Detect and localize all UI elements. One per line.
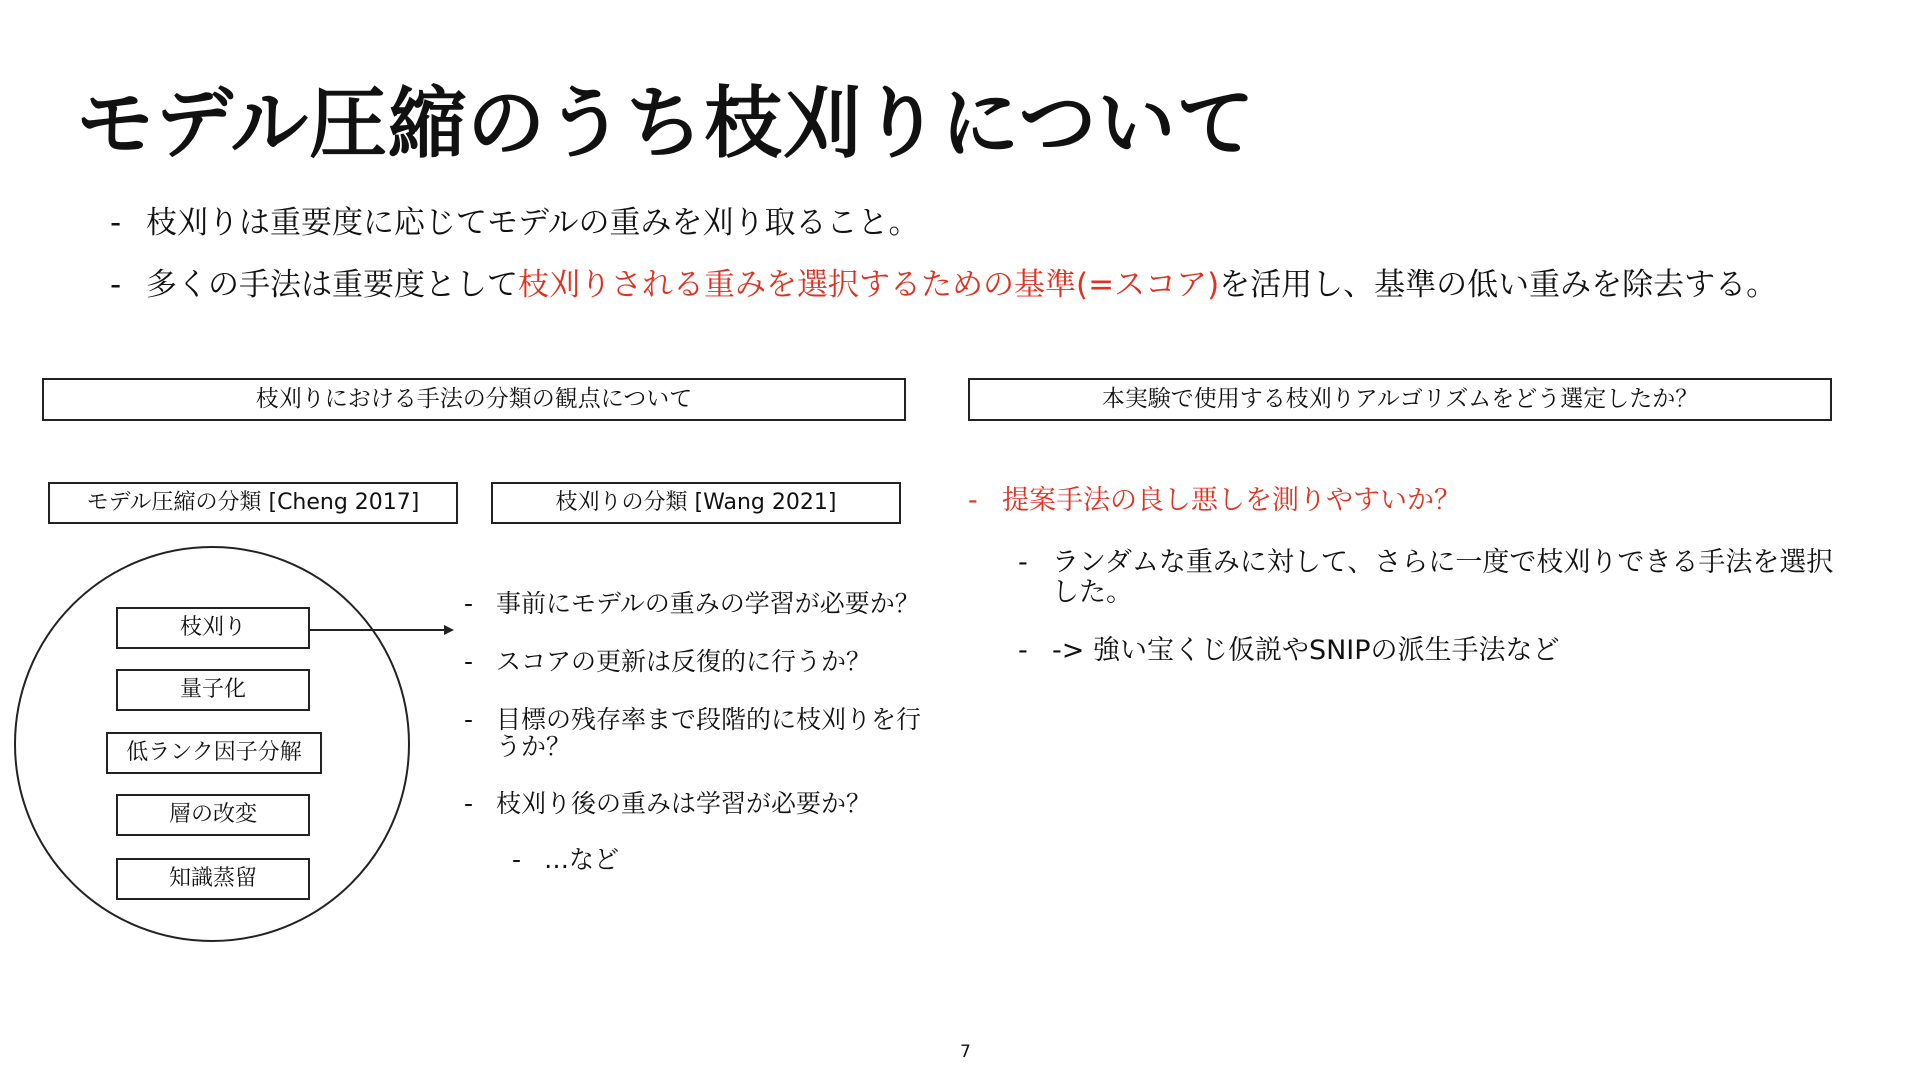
bullet-dash: -	[512, 845, 522, 874]
pruning-classification-title: 枝刈りの分類 [Wang 2021]	[491, 482, 901, 524]
bullet-2-pre: 多くの手法は重要度として	[146, 267, 518, 303]
page-number: 7	[960, 1042, 971, 1062]
left-section-header: 枝刈りにおける手法の分類の観点について	[42, 378, 906, 421]
bullet-dash: -	[1018, 635, 1028, 666]
method-layer-modification: 層の改変	[116, 794, 310, 836]
pruning-question-text: 事前にモデルの重みの学習が必要か？	[496, 589, 920, 618]
bullet-dash: -	[464, 589, 474, 618]
right-section-header: 本実験で使用する枝刈りアルゴリズムをどう選定したか？	[968, 378, 1832, 421]
bullet-dash: -	[464, 789, 474, 818]
method-quantization: 量子化	[116, 669, 310, 711]
pruning-question-text: 目標の残存率まで段階的に枝刈りを行うか？	[496, 705, 922, 761]
right-main-question-text: 提案手法の良し悪しを測りやすいか？	[1002, 485, 1461, 516]
method-low-rank-factorization: 低ランク因子分解	[106, 732, 322, 774]
bullet-dash: -	[1018, 547, 1028, 578]
bullet-dash: -	[968, 485, 978, 516]
page-title: モデル圧縮のうち枝刈りについて	[76, 79, 1256, 169]
bullet-2-highlight: 枝刈りされる重みを選択するための基準(=スコア)	[518, 267, 1220, 303]
arrow-icon	[308, 620, 458, 640]
bullet-dash: -	[110, 267, 122, 303]
pruning-question-text: スコアの更新は反復的に行うか？	[496, 647, 872, 676]
right-sub-1-text: ランダムな重みに対して、さらに一度で枝刈りできる手法を選択した。	[1052, 547, 1834, 608]
compression-classification-title: モデル圧縮の分類 [Cheng 2017]	[48, 482, 458, 524]
pruning-question-text: 枝刈り後の重みは学習が必要か？	[496, 789, 872, 818]
pruning-etc-text: …など	[544, 845, 620, 874]
bullet-1-text: 枝刈りは重要度に応じてモデルの重みを刈り取ること。	[146, 205, 920, 241]
bullet-dash: -	[464, 647, 474, 676]
bullet-2-post: を活用し、基準の低い重みを除去する。	[1219, 267, 1778, 303]
bullet-dash: -	[464, 705, 474, 734]
method-pruning: 枝刈り	[116, 607, 310, 649]
bullet-2-text	[146, 268, 1826, 302]
method-knowledge-distillation: 知識蒸留	[116, 858, 310, 900]
right-sub-2-text: -> 強い宝くじ仮説やSNIPの派生手法など	[1052, 635, 1560, 666]
bullet-dash: -	[110, 205, 122, 241]
